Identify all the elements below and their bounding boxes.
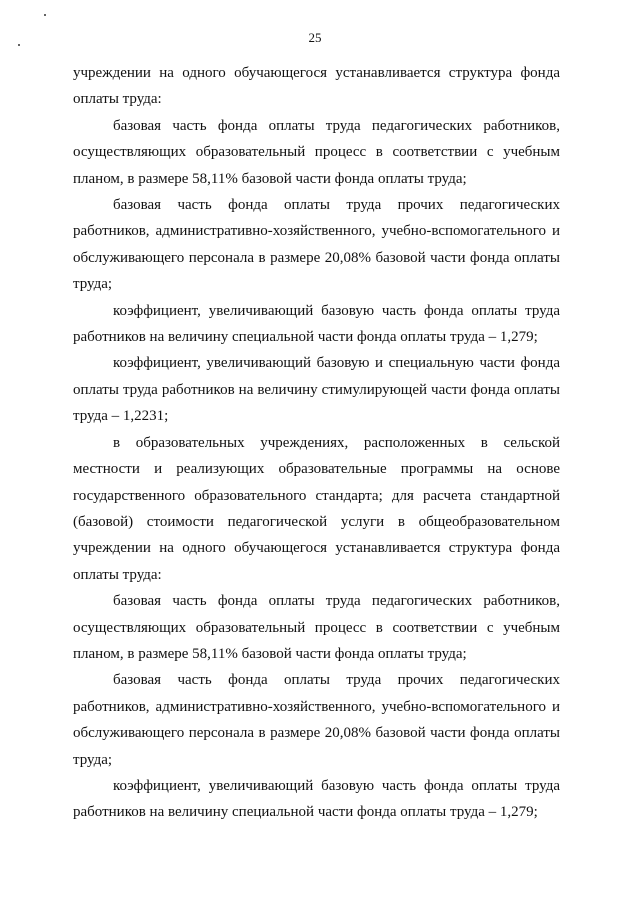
paragraph: коэффициент, увеличивающий базовую часть фонда оплаты труда работников на величину специальной части фонда оплаты труда – 1,279; [73, 777, 560, 821]
scan-dot-mark [44, 14, 46, 16]
page-number: 25 [308, 30, 322, 45]
paragraph: базовая часть фонда оплаты труда прочих педагогических работников, административно-хозяйственного, учебно-вспомогательного и обслуживающего персонала в размере 20,08% базовой части фонда оплаты труда; [73, 672, 560, 768]
paragraph: в образовательных учреждениях, расположенных в сельской местности и реализующих образовательные программы на основе государственного образовательного стандарта; для расчета стандартной (базовой) стоимости педагогической услуги в общеобразовательном учреждении на одного обучающегося устанавливается структура фонда оплаты труда: [73, 434, 560, 583]
paragraph-continuation: учреждении на одного обучающегося устанавливается структура фонда оплаты труда: [73, 65, 560, 108]
paragraph: коэффициент, увеличивающий базовую часть фонда оплаты труда работников на величину специальной части фонда оплаты труда – 1,279; [73, 302, 560, 346]
paragraph: базовая часть фонда оплаты труда педагогических работников, осуществляющих образовательный процесс в соответствии с учебным планом, в размере 58,11% базовой части фонда оплаты труда; [73, 117, 560, 187]
document-body [73, 60, 560, 826]
paragraph: базовая часть фонда оплаты труда прочих педагогических работников, административно-хозяйственного, учебно-вспомогательного и обслуживающего персонала в размере 20,08% базовой части фонда оплаты труда; [73, 197, 560, 293]
paragraph: коэффициент, увеличивающий базовую и специальную части фонда оплаты труда работников на величину стимулирующей части фонда оплаты труда – 1,2231; [73, 355, 560, 425]
paragraph: базовая часть фонда оплаты труда педагогических работников, осуществляющих образовательный процесс в соответствии с учебным планом, в размере 58,11% базовой части фонда оплаты труда; [73, 593, 560, 662]
